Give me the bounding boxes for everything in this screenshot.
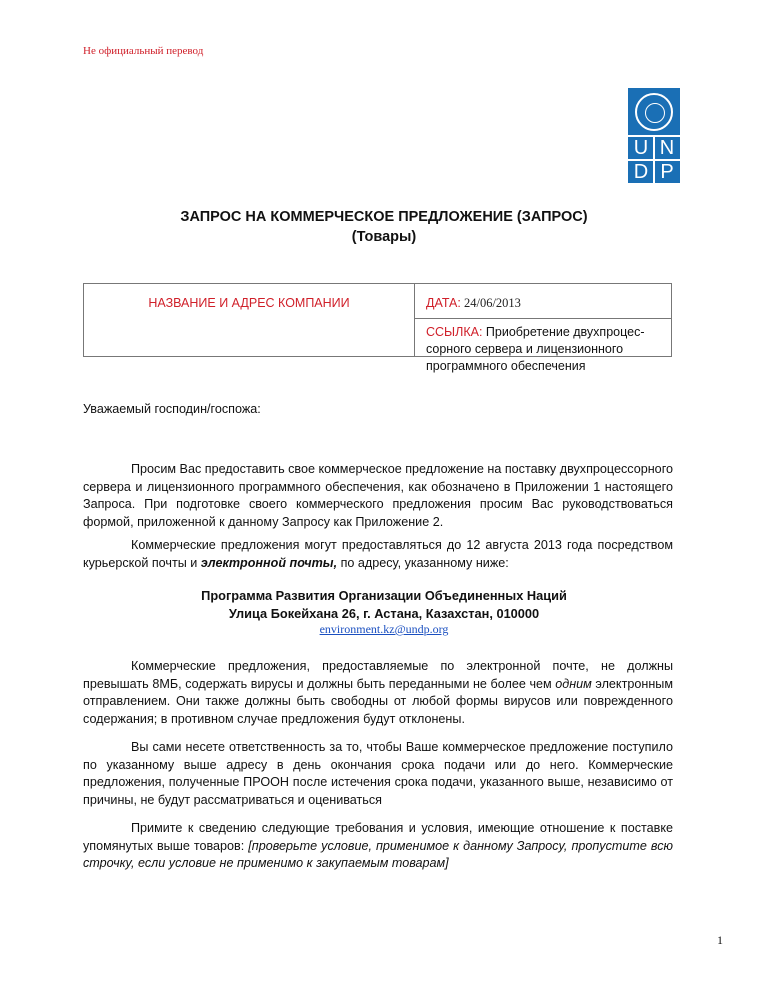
- logo-letter: U: [633, 137, 649, 159]
- date-value: 24/06/2013: [460, 296, 521, 310]
- date-cell: [426, 296, 521, 311]
- greeting: Уважаемый господин/госпожа:: [83, 402, 261, 416]
- undp-logo: [628, 88, 680, 183]
- text: электронным отправлением. Они также должны быть свободны от любой формы вирусов или поврежденного содержания; в противном случае предложения будут отклонены.: [83, 676, 673, 726]
- document-subtitle: (Товары): [351, 229, 417, 245]
- text: Коммерческие предложения могут предоставляться до 12 августа 2013 года посредством курьерской почты и: [83, 538, 673, 570]
- paragraph-conditions: [83, 820, 673, 873]
- email-link[interactable]: environment.kz@undp.org: [319, 622, 449, 636]
- reference-value: Приобретение двухпроцес-сорного сервера и лицензионного программного обеспечения: [426, 325, 645, 373]
- paragraph-responsibility: Вы сами несете ответственность за то, чтобы Ваше коммерческое предложение поступило по указанному выше адресу в день окончания срока подачи или до него. Коммерческие предложения, полученные ПРООН после истечения срока подачи, указанного выше, независимо от причины, не будут рассматриваться и оцениваться: [83, 740, 673, 807]
- emphasis-one: одним: [555, 676, 592, 691]
- document-title: ЗАПРОС НА КОММЕРЧЕСКОЕ ПРЕДЛОЖЕНИЕ (ЗАПРОС): [180, 209, 588, 225]
- text: Примите к сведению следующие требования и условия, имеющие отношение к поставке упомянутых выше товаров:: [83, 821, 673, 853]
- logo-letter: N: [659, 137, 675, 159]
- header-table: [83, 283, 672, 373]
- unofficial-translation-note: Не официальный перевод: [83, 45, 204, 57]
- reference-cell: [426, 324, 651, 375]
- page-number: 1: [717, 933, 723, 947]
- paragraph-request: Просим Вас предоставить свое коммерческое предложение на поставку двухпроцессорного сервера и лицензионного программного обеспечения, как обозначено в Приложении 1 настоящего Запроса. При подготовке своего коммерческого предложения просим Вас руководствоваться формой, приложенной к данному Запросу как Приложение 2.: [83, 462, 674, 529]
- company-name-label: НАЗВАНИЕ И АДРЕС КОМПАНИИ: [148, 296, 350, 310]
- paragraph-deadline: [83, 537, 673, 572]
- logo-letter: D: [633, 161, 649, 183]
- reference-label: ССЫЛКА:: [426, 325, 483, 339]
- instruction-note: [проверьте условие, применимое к данному Запросу, пропустите всю строчку, если условие не применимо к закупаемым товарам]: [83, 838, 673, 871]
- address-street: Улица Бокейхана 26, г. Астана, Казахстан, 010000: [228, 606, 540, 621]
- text: Коммерческие предложения, предоставляемые по электронной почте, не должны превышать 8МБ, содержать вирусы и должны быть переданными не более чем: [83, 659, 673, 691]
- paragraph-email-rules: [83, 658, 673, 728]
- un-emblem-icon: [635, 93, 673, 131]
- address-org: Программа Развития Организации Объединенных Наций: [201, 588, 567, 603]
- date-label: ДАТА:: [426, 296, 461, 310]
- logo-letter: P: [660, 161, 674, 183]
- emphasis-email: электронной почты,: [200, 555, 338, 570]
- text: по адресу, указанному ниже:: [337, 555, 509, 570]
